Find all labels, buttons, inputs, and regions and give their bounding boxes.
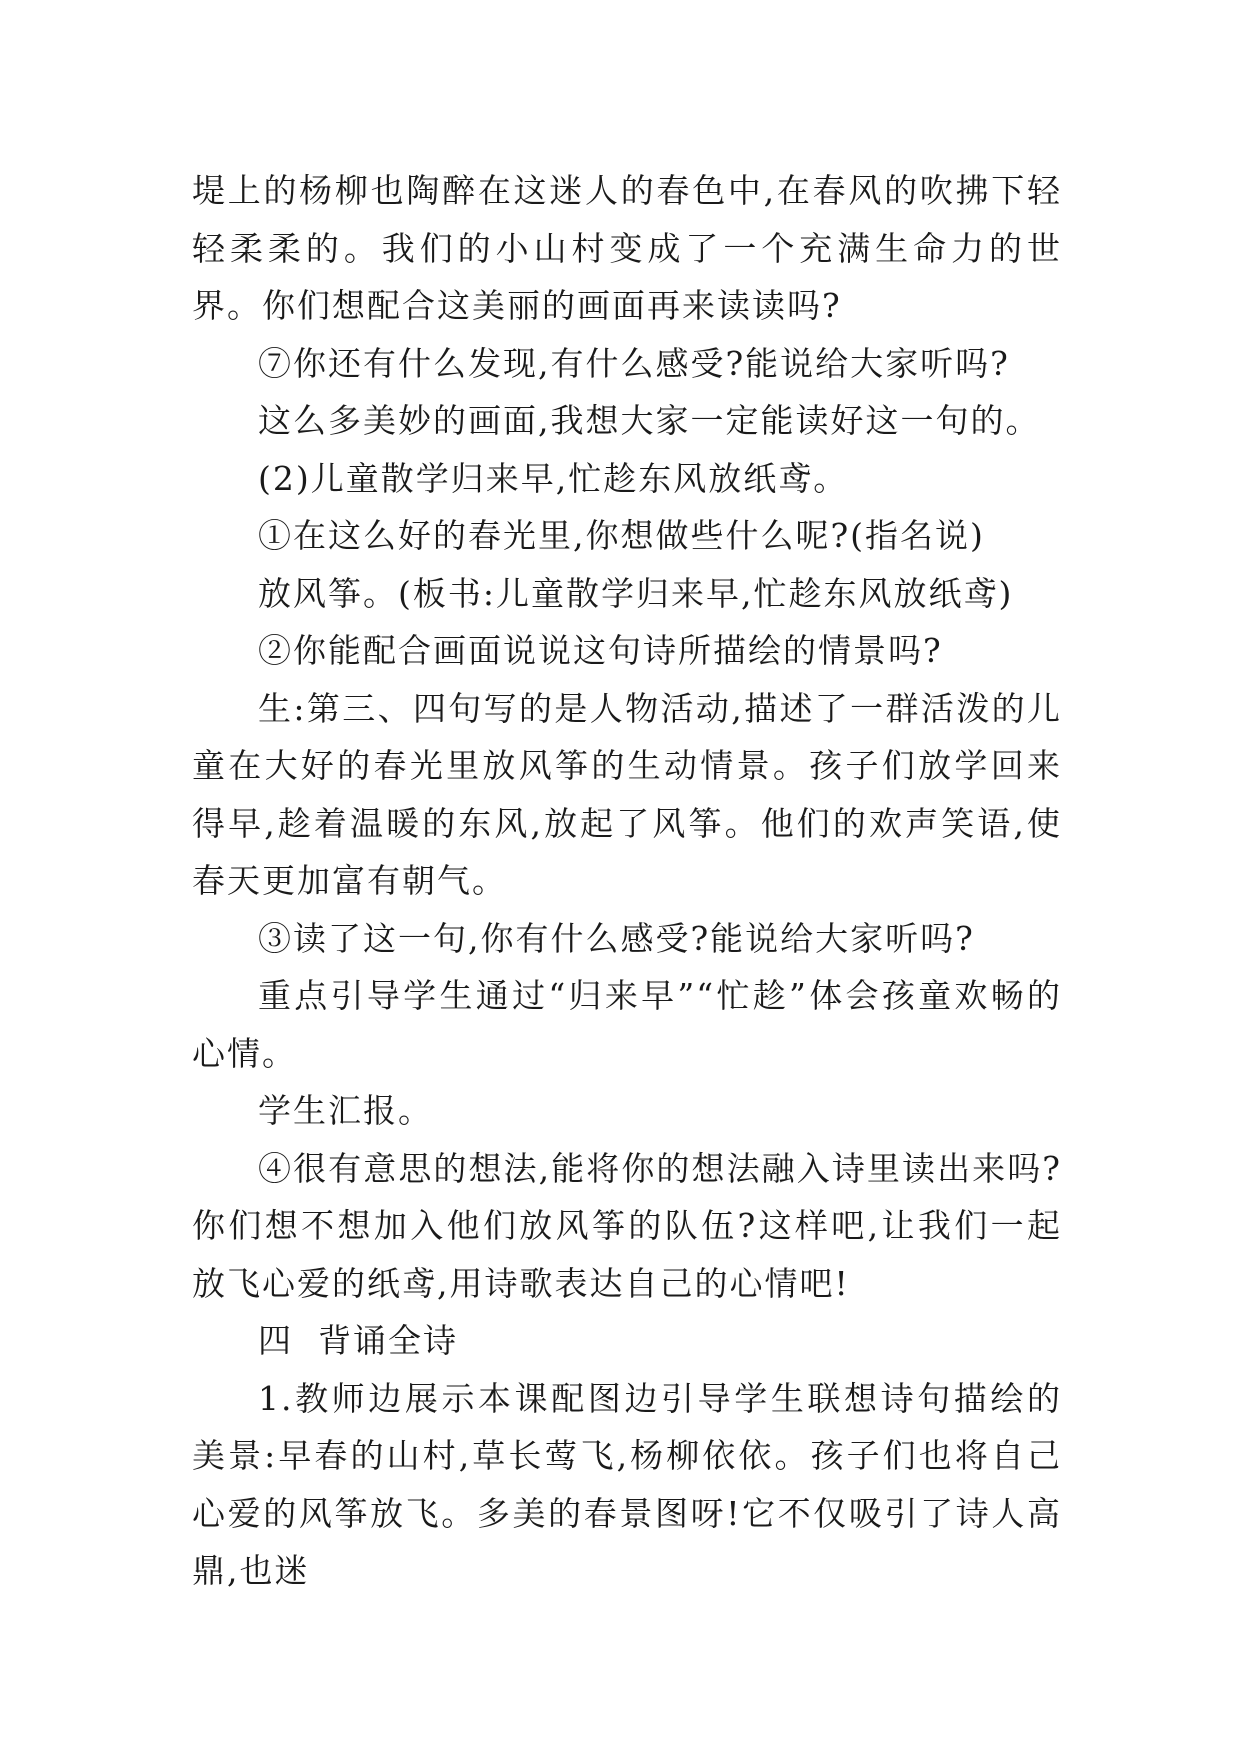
paragraph-8: 生:第三、四句写的是人物活动,描述了一群活泼的儿童在大好的春光里放风筝的生动情景。孩子们放学回来得早,趁着温暖的东风,放起了风筝。他们的欢声笑语,使春天更加富有朝气。 <box>192 688 1062 900</box>
paragraph-1: 堤上的杨柳也陶醉在这迷人的春色中,在春风的吹拂下轻轻柔柔的。我们的小山村变成了一个充满生命力的世界。你们想配合这美丽的画面再来读读吗? <box>192 171 1062 325</box>
paragraph-10: 重点引导学生通过“归来早”“忙趁”体会孩童欢畅的心情。 <box>192 976 1062 1073</box>
paragraph-5: ①在这么好的春光里,你想做些什么呢?(指名说) <box>258 516 985 555</box>
paragraph-4: (2)儿童散学归来早,忙趁东风放纸鸢。 <box>258 458 849 498</box>
paragraph-11: 学生汇报。 <box>258 1091 433 1130</box>
paragraph-7: ②你能配合画面说说这句诗所描绘的情景吗? <box>258 631 943 670</box>
paragraph-6: 放风筝。(板书:儿童散学归来早,忙趁东风放纸鸢) <box>258 573 1014 613</box>
section-heading: 四 背诵全诗 <box>258 1321 458 1360</box>
paragraph-2: ⑦你还有什么发现,有什么感受?能说给大家听吗? <box>258 343 1010 383</box>
paragraph-14: 1.教师边展示本课配图边引导学生联想诗句描绘的美景:早春的山村,草长莺飞,杨柳依依。孩子们也将自己心爱的风筝放飞。多美的春景图呀!它不仅吸引了诗人高鼎,也迷 <box>192 1378 1062 1590</box>
paragraph-3: 这么多美妙的画面,我想大家一定能读好这一句的。 <box>258 401 1041 440</box>
paragraph-12: ④很有意思的想法,能将你的想法融入诗里读出来吗?你们想不想加入他们放风筝的队伍?这样吧,让我们一起放飞心爱的纸鸢,用诗歌表达自己的心情吧! <box>192 1148 1062 1303</box>
document-page <box>192 162 1062 1600</box>
paragraph-9: ③读了这一句,你有什么感受?能说给大家听吗? <box>258 918 975 958</box>
